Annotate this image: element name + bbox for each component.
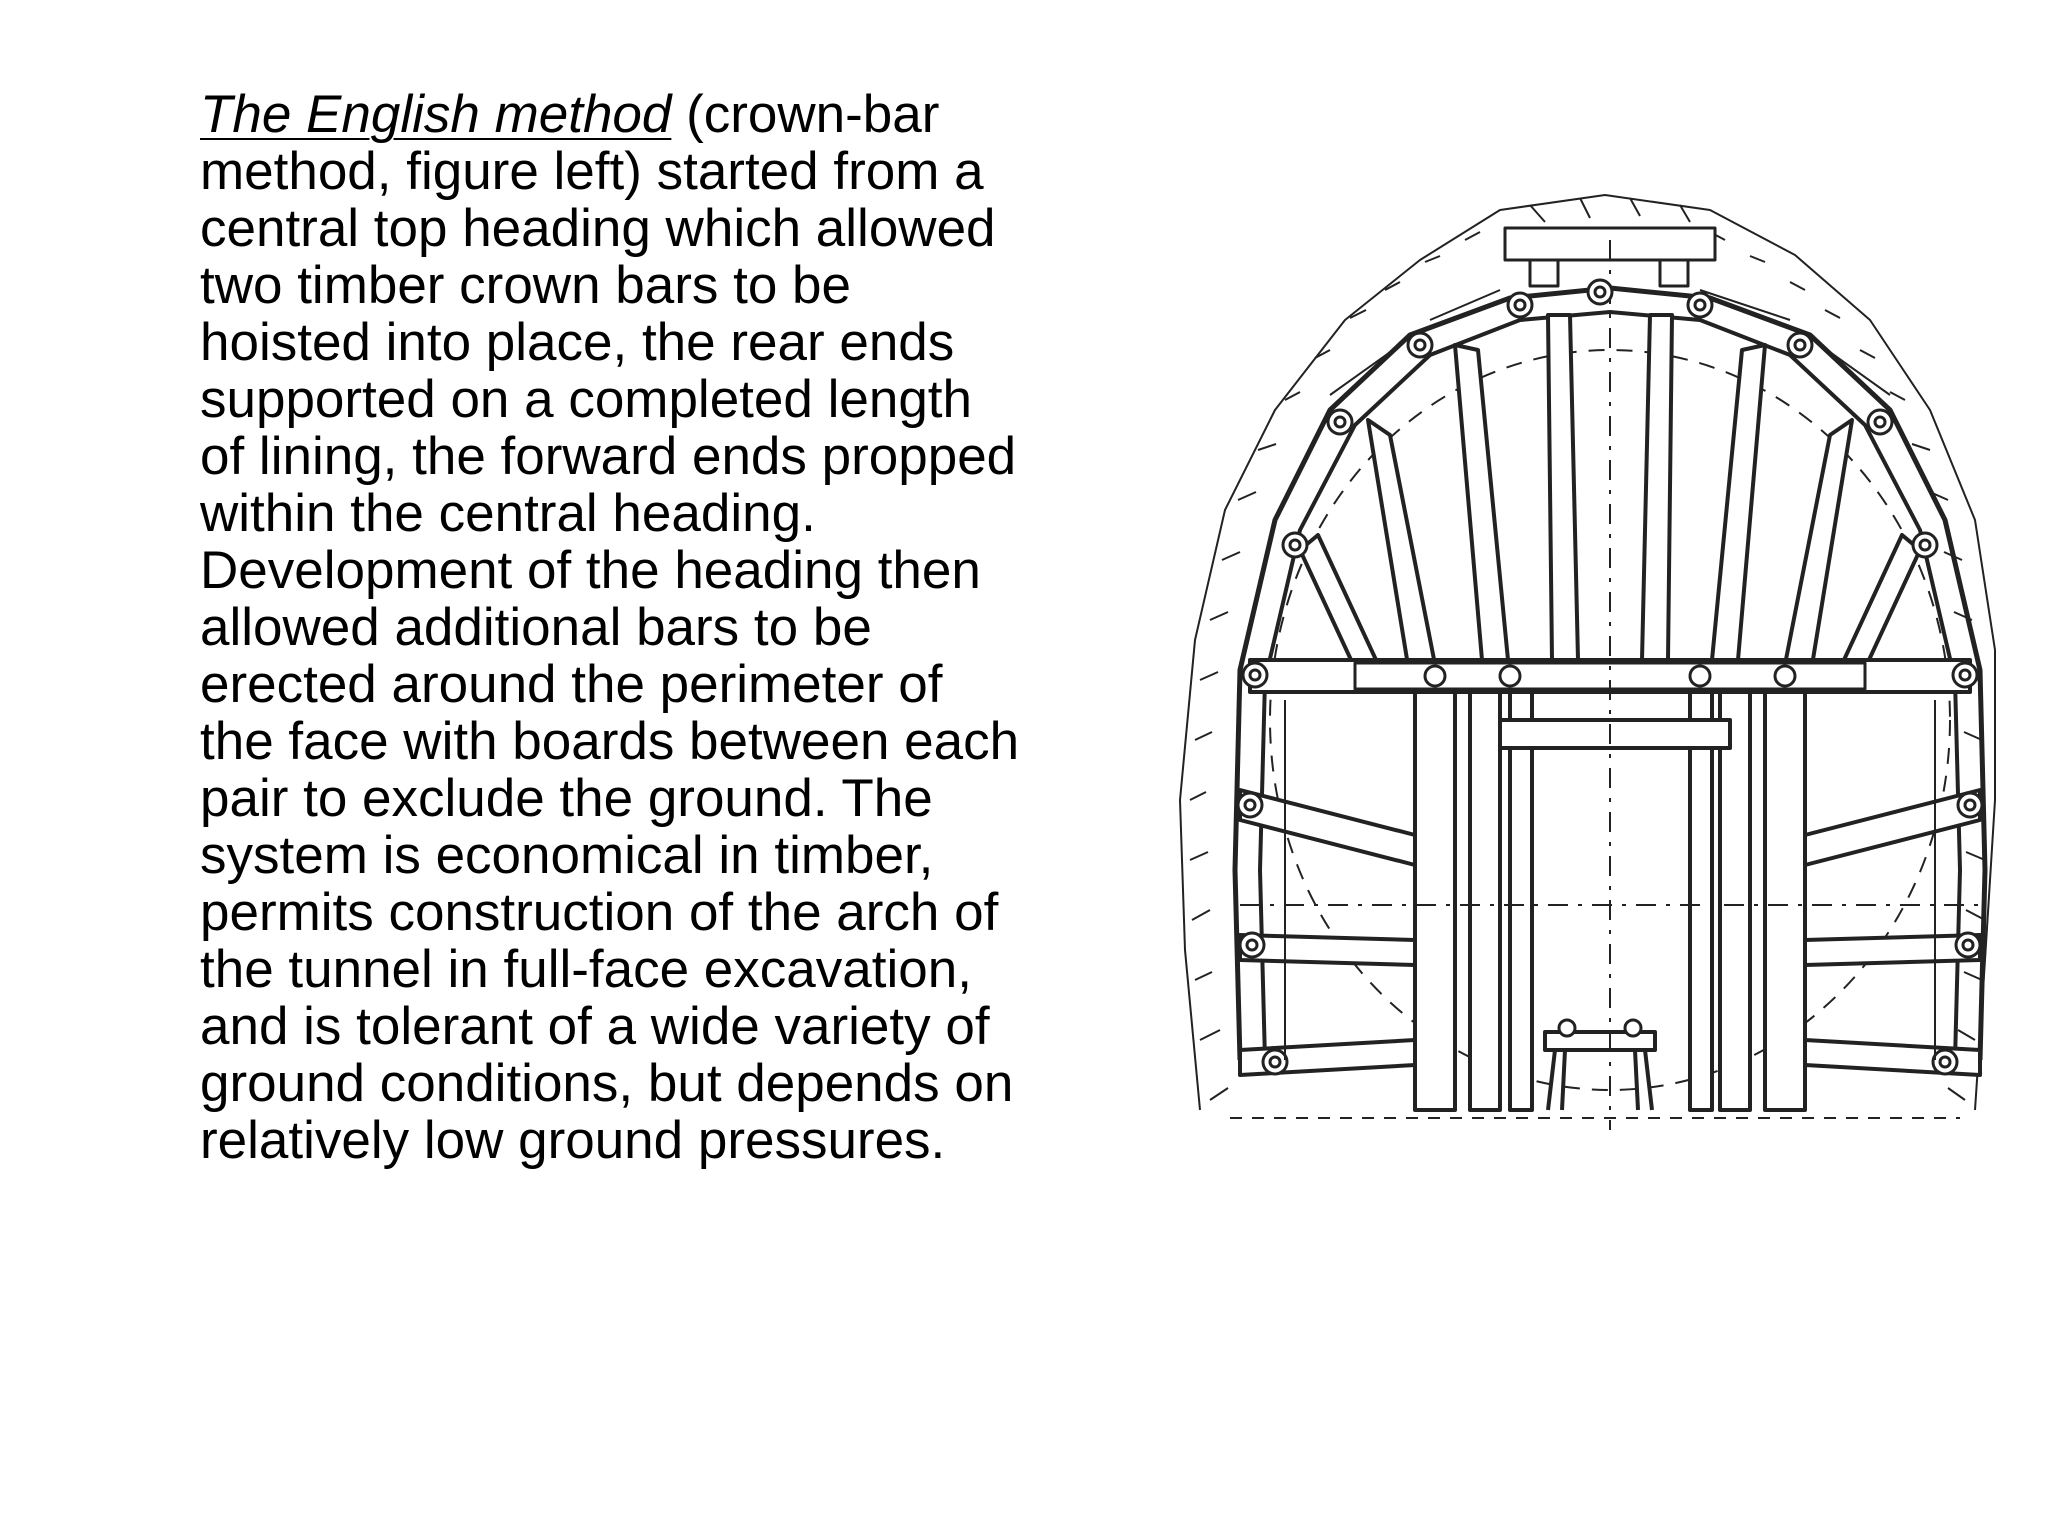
- lead-rest: (crown-bar: [671, 85, 940, 144]
- text-line: the tunnel in full-face excavation,: [200, 940, 972, 999]
- text-line: erected around the perimeter of: [200, 655, 943, 714]
- text-line: method, figure left) started from a: [200, 142, 984, 201]
- text-line: ground conditions, but depends on: [200, 1054, 1014, 1113]
- text-line: of lining, the forward ends propped: [200, 427, 1017, 486]
- text-line: hoisted into place, the rear ends: [200, 313, 955, 372]
- tunnel-timbering-drawing-icon: [1150, 170, 2010, 1150]
- text-line: two timber crown bars to be: [200, 256, 851, 315]
- method-name: The English method: [200, 85, 672, 144]
- text-line: supported on a completed length: [200, 370, 972, 429]
- prop-right: [1765, 692, 1805, 1110]
- text-line: Development of the heading then: [200, 541, 981, 600]
- text-line: relatively low ground pressures.: [200, 1111, 946, 1170]
- text-line: permits construction of the arch of: [200, 883, 999, 942]
- text-line: system is economical in timber,: [200, 826, 934, 885]
- bottom-stool: [1545, 1032, 1655, 1110]
- text-line: allowed additional bars to be: [200, 598, 872, 657]
- text-line: the face with boards between each: [200, 712, 1020, 771]
- text-line: pair to exclude the ground. The: [200, 769, 933, 828]
- text-line-1: [200, 86, 1100, 143]
- body-text: [200, 86, 1100, 1169]
- prop-left: [1415, 692, 1455, 1110]
- text-line: central top heading which allowed: [200, 199, 996, 258]
- text-line: and is tolerant of a wide variety of: [200, 997, 990, 1056]
- text-line: within the central heading.: [200, 484, 816, 543]
